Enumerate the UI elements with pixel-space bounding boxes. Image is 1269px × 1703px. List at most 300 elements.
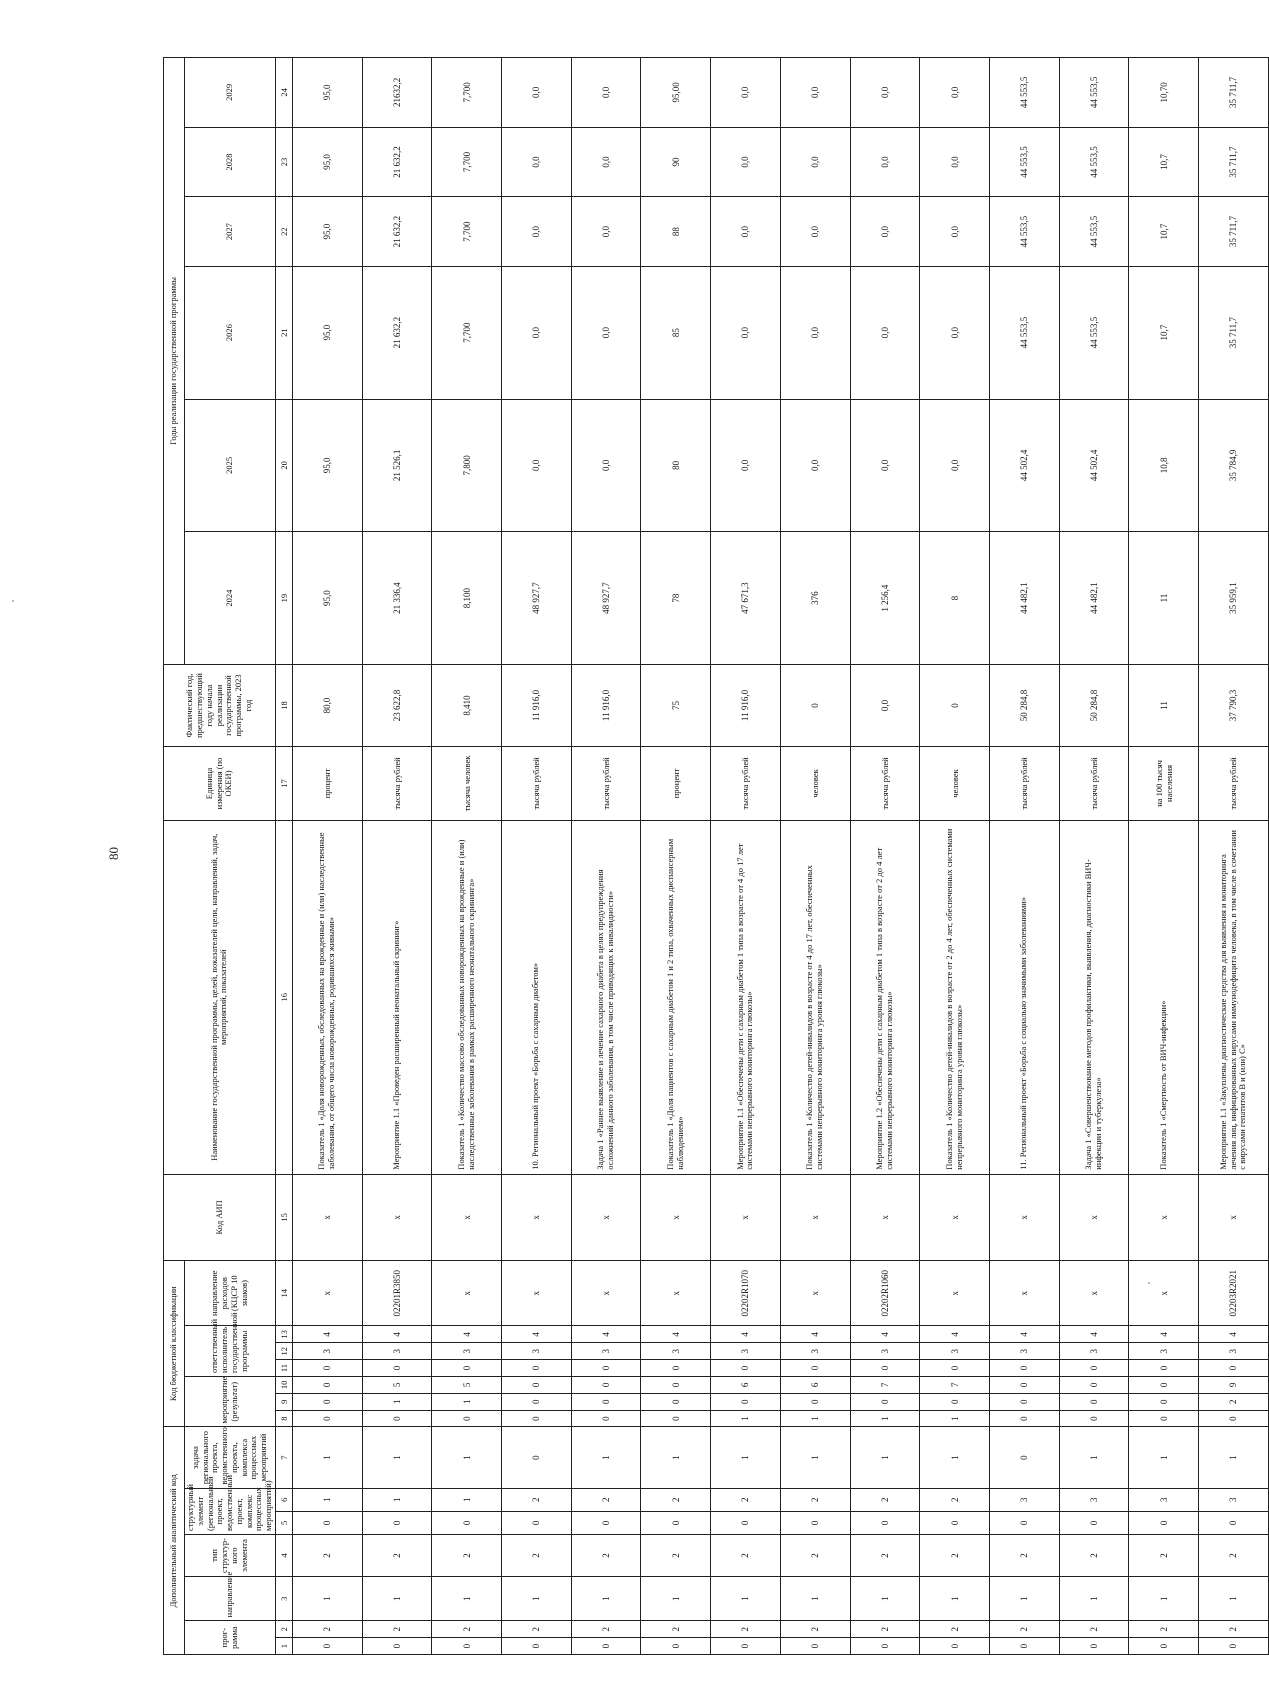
- task-code: 1: [1059, 1427, 1129, 1488]
- header-expense: направление расходов (КЦСР 10 знаков): [185, 1261, 276, 1326]
- value-2025: 0,0: [850, 399, 920, 532]
- column-number: 23: [275, 127, 292, 197]
- value-2027: 10,7: [1129, 197, 1199, 267]
- task-code: 1: [711, 1427, 781, 1488]
- column-number: 16: [275, 820, 292, 1174]
- column-number-row: [275, 58, 292, 1655]
- value-2025: 0,0: [571, 399, 641, 532]
- task-code: 1: [850, 1427, 920, 1488]
- program-digit: 0: [432, 1638, 502, 1655]
- value-2027: 21 632,2: [362, 197, 432, 267]
- column-number: 18: [275, 664, 292, 746]
- row-unit: тысяча рублей: [989, 747, 1059, 821]
- program-digit: 0: [1199, 1638, 1269, 1655]
- value-2027: 35 711,7: [1199, 197, 1269, 267]
- executor-digit: 3: [711, 1343, 781, 1360]
- event-digit: 0: [1129, 1376, 1199, 1393]
- table-row: [850, 58, 920, 1655]
- value-2026: 95,0: [292, 266, 362, 399]
- row-unit: тысяча рублей: [502, 747, 572, 821]
- element-digit: 3: [1059, 1488, 1129, 1511]
- direction-code: 1: [362, 1577, 432, 1621]
- value-2024: 376: [780, 532, 850, 665]
- executor-digit: 0: [711, 1360, 781, 1377]
- executor-digit: 4: [1129, 1326, 1199, 1343]
- expense-code: x: [571, 1261, 641, 1326]
- executor-digit: 4: [1059, 1326, 1129, 1343]
- value-2028: 95,0: [292, 127, 362, 197]
- value-2024: 44 482,1: [989, 532, 1059, 665]
- event-digit: 0: [641, 1410, 711, 1427]
- column-number: 2: [275, 1621, 292, 1638]
- program-digit: 2: [432, 1621, 502, 1638]
- element-digit: 0: [1199, 1511, 1269, 1534]
- table-row: [920, 58, 990, 1655]
- executor-digit: 4: [850, 1326, 920, 1343]
- value-2025: 0,0: [711, 399, 781, 532]
- element-digit: 2: [502, 1488, 572, 1511]
- value-2025: 7,800: [432, 399, 502, 532]
- executor-digit: 0: [502, 1360, 572, 1377]
- base-year-value: 11 916,0: [711, 664, 781, 746]
- header-unit: Единица измерения (по ОКЕИ): [164, 747, 276, 821]
- value-2026: 0,0: [502, 266, 572, 399]
- event-digit: 6: [780, 1376, 850, 1393]
- row-unit: на 100 тысяч населения: [1129, 747, 1199, 821]
- event-digit: 5: [362, 1376, 432, 1393]
- executor-digit: 0: [432, 1360, 502, 1377]
- row-name: Задача 1 «Раннее выявление и лечение сахарного диабета в целях предупреждения осложнений данного заболевания, в том числе приводящих к инвалидности»: [571, 820, 641, 1174]
- row-name: Показатель 1 «Смертность от ВИЧ-инфекции»: [1129, 820, 1199, 1174]
- row-name: Мероприятие 1.1 «Обеспечены дети с сахарным диабетом 1 типа в возрасте от 4 до 17 лет системами непрерывного мониторинга глюкозы»: [711, 820, 781, 1174]
- element-digit: 2: [780, 1488, 850, 1511]
- executor-digit: 3: [432, 1343, 502, 1360]
- program-digit: 0: [1129, 1638, 1199, 1655]
- value-2029: 95,00: [641, 58, 711, 128]
- program-digit: 0: [920, 1638, 990, 1655]
- header-budget-code: Код бюджетной классификации: [164, 1261, 185, 1427]
- aip-code: x: [641, 1174, 711, 1260]
- event-digit: 0: [571, 1410, 641, 1427]
- value-2027: 0,0: [780, 197, 850, 267]
- header-year-2028: 2028: [185, 127, 276, 197]
- event-digit: 0: [1129, 1410, 1199, 1427]
- value-2025: 95,0: [292, 399, 362, 532]
- program-digit: 2: [1129, 1621, 1199, 1638]
- event-digit: 0: [571, 1376, 641, 1393]
- column-number: 1: [275, 1638, 292, 1655]
- aip-code: x: [1059, 1174, 1129, 1260]
- value-2024: 1 256,4: [850, 532, 920, 665]
- value-2029: 21632,2: [362, 58, 432, 128]
- value-2026: 0,0: [850, 266, 920, 399]
- value-2028: 44 553,5: [989, 127, 1059, 197]
- table-row: [432, 58, 502, 1655]
- task-code: 1: [780, 1427, 850, 1488]
- direction-code: 1: [780, 1577, 850, 1621]
- value-2029: 7,700: [432, 58, 502, 128]
- expense-code: x: [641, 1261, 711, 1326]
- value-2024: 35 959,1: [1199, 532, 1269, 665]
- event-digit: 0: [292, 1376, 362, 1393]
- value-2028: 0,0: [850, 127, 920, 197]
- value-2029: 35 711,7: [1199, 58, 1269, 128]
- base-year-value: 0,0: [850, 664, 920, 746]
- event-digit: 0: [502, 1393, 572, 1410]
- expense-code: 02202R1060: [850, 1261, 920, 1326]
- event-digit: 0: [711, 1393, 781, 1410]
- column-number: 11: [275, 1360, 292, 1377]
- header-structural-element: структурный элемент (региональный проект, ведомственный проект, комплекс процессных мероприятий): [185, 1488, 276, 1534]
- element-digit: 0: [362, 1511, 432, 1534]
- table-row: [502, 58, 572, 1655]
- element-type-code: 2: [780, 1534, 850, 1576]
- element-type-code: 2: [502, 1534, 572, 1576]
- expense-code: 02202R1070: [711, 1261, 781, 1326]
- page-number: 80: [106, 847, 121, 860]
- value-2026: 0,0: [780, 266, 850, 399]
- executor-digit: 4: [780, 1326, 850, 1343]
- event-digit: 0: [292, 1393, 362, 1410]
- executor-digit: 0: [1129, 1360, 1199, 1377]
- value-2029: 10,70: [1129, 58, 1199, 128]
- row-unit: тысяча человек: [432, 747, 502, 821]
- column-number: 24: [275, 58, 292, 128]
- executor-digit: 4: [362, 1326, 432, 1343]
- element-digit: 1: [362, 1488, 432, 1511]
- executor-digit: 4: [502, 1326, 572, 1343]
- value-2025: 21 526,1: [362, 399, 432, 532]
- row-unit: человек: [920, 747, 990, 821]
- element-digit: 0: [920, 1511, 990, 1534]
- element-digit: 2: [920, 1488, 990, 1511]
- program-digit: 0: [292, 1638, 362, 1655]
- event-digit: 0: [850, 1393, 920, 1410]
- row-unit: человек: [780, 747, 850, 821]
- element-digit: 0: [432, 1511, 502, 1534]
- element-digit: 0: [989, 1511, 1059, 1534]
- executor-digit: 0: [920, 1360, 990, 1377]
- header-year-2027: 2027: [185, 197, 276, 267]
- element-digit: 0: [1059, 1511, 1129, 1534]
- element-type-code: 2: [1129, 1534, 1199, 1576]
- task-code: 1: [641, 1427, 711, 1488]
- table-row: [292, 58, 362, 1655]
- element-digit: 1: [432, 1488, 502, 1511]
- executor-digit: 0: [571, 1360, 641, 1377]
- element-type-code: 2: [571, 1534, 641, 1576]
- header-base-year: Фактический год, предшествующий году начала реализации государственной программы, 2023 год: [164, 664, 276, 746]
- table-row: [711, 58, 781, 1655]
- value-2027: 0,0: [850, 197, 920, 267]
- executor-digit: 0: [292, 1360, 362, 1377]
- element-digit: 3: [1199, 1488, 1269, 1511]
- row-name: Показатель 1 «Доля новорожденных, обследованных на врожденные и (или) наследственные заболевания, от общего числа новорожденных, родившихся живыми»: [292, 820, 362, 1174]
- column-number: 15: [275, 1174, 292, 1260]
- event-digit: 0: [989, 1393, 1059, 1410]
- event-digit: 1: [780, 1410, 850, 1427]
- base-year-value: 23 622,8: [362, 664, 432, 746]
- value-2024: 48 927,7: [502, 532, 572, 665]
- column-number: 14: [275, 1261, 292, 1326]
- aip-code: x: [920, 1174, 990, 1260]
- base-year-value: 11: [1129, 664, 1199, 746]
- element-type-code: 2: [850, 1534, 920, 1576]
- value-2026: 85: [641, 266, 711, 399]
- element-type-code: 2: [362, 1534, 432, 1576]
- row-name: Мероприятие 1.1 «Проведен расширенный неонатальный скрининг»: [362, 820, 432, 1174]
- direction-code: 1: [292, 1577, 362, 1621]
- direction-code: 1: [989, 1577, 1059, 1621]
- event-digit: 0: [989, 1410, 1059, 1427]
- value-2028: 0,0: [780, 127, 850, 197]
- column-number: 5: [275, 1511, 292, 1534]
- column-number: 19: [275, 532, 292, 665]
- event-digit: 0: [780, 1393, 850, 1410]
- row-unit: тысяча рублей: [1199, 747, 1269, 821]
- event-digit: 1: [711, 1410, 781, 1427]
- program-digit: 2: [780, 1621, 850, 1638]
- executor-digit: 0: [362, 1360, 432, 1377]
- value-2028: 0,0: [920, 127, 990, 197]
- value-2029: 0,0: [571, 58, 641, 128]
- expense-code: x: [1059, 1261, 1129, 1326]
- base-year-value: 11 916,0: [571, 664, 641, 746]
- program-digit: 2: [1199, 1621, 1269, 1638]
- executor-digit: 3: [989, 1343, 1059, 1360]
- element-type-code: 2: [1199, 1534, 1269, 1576]
- value-2027: 44 553,5: [1059, 197, 1129, 267]
- value-2025: 0,0: [920, 399, 990, 532]
- column-number: 9: [275, 1393, 292, 1410]
- value-2027: 0,0: [502, 197, 572, 267]
- task-code: 1: [432, 1427, 502, 1488]
- element-type-code: 2: [920, 1534, 990, 1576]
- value-2028: 35 711,7: [1199, 127, 1269, 197]
- executor-digit: 3: [502, 1343, 572, 1360]
- row-unit: тысяча рублей: [850, 747, 920, 821]
- header-year-2029: 2029: [185, 58, 276, 128]
- scan-mark: [12, 600, 14, 602]
- task-code: 0: [502, 1427, 572, 1488]
- executor-digit: 4: [292, 1326, 362, 1343]
- event-digit: 1: [850, 1410, 920, 1427]
- value-2024: 95,0: [292, 532, 362, 665]
- program-digit: 2: [920, 1621, 990, 1638]
- event-digit: 0: [1059, 1376, 1129, 1393]
- element-digit: 0: [1129, 1511, 1199, 1534]
- task-code: 1: [920, 1427, 990, 1488]
- value-2025: 0,0: [780, 399, 850, 532]
- executor-digit: 3: [1129, 1343, 1199, 1360]
- row-name: Показатель 1 «Доля пациентов с сахарным диабетом 1 и 2 типа, охваченных диспансерным наблюдением»: [641, 820, 711, 1174]
- value-2026: 44 553,5: [1059, 266, 1129, 399]
- header-years-group: Годы реализации государственной программы: [164, 58, 185, 665]
- task-code: 1: [362, 1427, 432, 1488]
- executor-digit: 0: [850, 1360, 920, 1377]
- column-number: 3: [275, 1577, 292, 1621]
- value-2028: 0,0: [711, 127, 781, 197]
- value-2028: 10,7: [1129, 127, 1199, 197]
- value-2028: 0,0: [571, 127, 641, 197]
- row-name: Показатель 1 «Количество детей-инвалидов в возрасте от 2 до 4 лет, обеспеченных системами непрерывного мониторинга уровня глюкозы»: [920, 820, 990, 1174]
- value-2026: 44 553,5: [989, 266, 1059, 399]
- expense-code: x: [1129, 1261, 1199, 1326]
- task-code: 1: [1199, 1427, 1269, 1488]
- executor-digit: 4: [920, 1326, 990, 1343]
- element-digit: 2: [850, 1488, 920, 1511]
- element-type-code: 2: [711, 1534, 781, 1576]
- column-number: 21: [275, 266, 292, 399]
- row-unit: тысяча рублей: [711, 747, 781, 821]
- element-digit: 0: [502, 1511, 572, 1534]
- column-number: 4: [275, 1534, 292, 1576]
- task-code: 1: [292, 1427, 362, 1488]
- executor-digit: 4: [432, 1326, 502, 1343]
- row-unit: процент: [641, 747, 711, 821]
- aip-code: x: [989, 1174, 1059, 1260]
- executor-digit: 0: [780, 1360, 850, 1377]
- header-program: прог-рамма: [185, 1621, 276, 1655]
- expense-code: x: [920, 1261, 990, 1326]
- executor-digit: 4: [1199, 1326, 1269, 1343]
- value-2026: 0,0: [571, 266, 641, 399]
- header-analytic-code: Дополнительный аналитический код: [164, 1427, 185, 1655]
- base-year-value: 0: [920, 664, 990, 746]
- event-digit: 0: [1059, 1393, 1129, 1410]
- event-digit: 0: [641, 1376, 711, 1393]
- base-year-value: 11 916,0: [502, 664, 572, 746]
- value-2029: 95,0: [292, 58, 362, 128]
- executor-digit: 3: [850, 1343, 920, 1360]
- element-digit: 2: [641, 1488, 711, 1511]
- executor-digit: 3: [571, 1343, 641, 1360]
- value-2029: 0,0: [920, 58, 990, 128]
- program-digit: 0: [989, 1638, 1059, 1655]
- header-aip-code: Код АИП: [164, 1174, 276, 1260]
- value-2027: 95,0: [292, 197, 362, 267]
- expense-code: 02203R2021: [1199, 1261, 1269, 1326]
- row-name: 10. Региональный проект «Борьба с сахарным диабетом»: [502, 820, 572, 1174]
- header-executor: ответственный исполнитель государственной программы: [185, 1326, 276, 1377]
- executor-digit: 3: [1199, 1343, 1269, 1360]
- expense-code: 02201R3850: [362, 1261, 432, 1326]
- value-2025: 10,8: [1129, 399, 1199, 532]
- value-2028: 44 553,5: [1059, 127, 1129, 197]
- program-digit: 2: [571, 1621, 641, 1638]
- value-2025: 44 502,4: [989, 399, 1059, 532]
- value-2028: 21 632,2: [362, 127, 432, 197]
- header-direction: направление: [185, 1577, 276, 1621]
- base-year-value: 50 284,8: [1059, 664, 1129, 746]
- element-type-code: 2: [641, 1534, 711, 1576]
- column-number: 17: [275, 747, 292, 821]
- header-year-2024: 2024: [185, 532, 276, 665]
- executor-digit: 3: [292, 1343, 362, 1360]
- value-2026: 10,7: [1129, 266, 1199, 399]
- program-digit: 2: [362, 1621, 432, 1638]
- row-name: 11. Региональный проект «Борьба с социально значимыми заболеваниями»: [989, 820, 1059, 1174]
- direction-code: 1: [571, 1577, 641, 1621]
- value-2026: 7,700: [432, 266, 502, 399]
- aip-code: x: [850, 1174, 920, 1260]
- header-name: Наименование государственной программы, целей, показателей цели, направлений, задач, мероприятий, показателей: [164, 820, 276, 1174]
- element-type-code: 2: [292, 1534, 362, 1576]
- executor-digit: 3: [362, 1343, 432, 1360]
- row-unit: тысяча рублей: [362, 747, 432, 821]
- row-unit: тысяча рублей: [571, 747, 641, 821]
- expense-code: x: [432, 1261, 502, 1326]
- value-2027: 88: [641, 197, 711, 267]
- value-2024: 8: [920, 532, 990, 665]
- table-row: [641, 58, 711, 1655]
- program-digit: 2: [502, 1621, 572, 1638]
- executor-digit: 0: [1059, 1360, 1129, 1377]
- event-digit: 9: [1199, 1376, 1269, 1393]
- aip-code: x: [362, 1174, 432, 1260]
- value-2027: 7,700: [432, 197, 502, 267]
- event-digit: 7: [920, 1376, 990, 1393]
- element-digit: 0: [292, 1511, 362, 1534]
- row-unit: процент: [292, 747, 362, 821]
- aip-code: x: [711, 1174, 781, 1260]
- row-name: Мероприятие 1.1 «Закуплены диагностические средства для выявления и мониторинга лечения лиц, инфицированных вирусами иммунодефицита человека, в том числе в сочетании с вирусами гепатитов В и (или) С»: [1199, 820, 1269, 1174]
- event-digit: 0: [920, 1393, 990, 1410]
- aip-code: x: [502, 1174, 572, 1260]
- value-2026: 0,0: [920, 266, 990, 399]
- direction-code: 1: [432, 1577, 502, 1621]
- table-row: [1199, 58, 1269, 1655]
- column-number: 7: [275, 1427, 292, 1488]
- row-name: Показатель 1 «Количество массово обследованных новорожденных на врожденные и (или) наследственные заболевания в рамках расширенного неонатального скрининга»: [432, 820, 502, 1174]
- value-2026: 0,0: [711, 266, 781, 399]
- element-digit: 3: [1129, 1488, 1199, 1511]
- event-digit: 0: [1129, 1393, 1199, 1410]
- header-element-type: тип структур-ного элемента: [185, 1534, 276, 1576]
- value-2029: 0,0: [780, 58, 850, 128]
- value-2025: 0,0: [502, 399, 572, 532]
- program-digit: 0: [502, 1638, 572, 1655]
- program-digit: 0: [1059, 1638, 1129, 1655]
- base-year-value: 37 790,3: [1199, 664, 1269, 746]
- element-digit: 0: [711, 1511, 781, 1534]
- row-name: Показатель 1 «Количество детей-инвалидов в возрасте от 4 до 17 лет, обеспеченных системами непрерывного мониторинга уровня глюкозы»: [780, 820, 850, 1174]
- value-2028: 90: [641, 127, 711, 197]
- element-digit: 2: [711, 1488, 781, 1511]
- event-digit: 5: [432, 1376, 502, 1393]
- value-2029: 0,0: [850, 58, 920, 128]
- expense-code: x: [780, 1261, 850, 1326]
- element-digit: 0: [571, 1511, 641, 1534]
- value-2024: 21 336,4: [362, 532, 432, 665]
- value-2025: 80: [641, 399, 711, 532]
- element-digit: 0: [780, 1511, 850, 1534]
- event-digit: 0: [292, 1410, 362, 1427]
- column-number: 22: [275, 197, 292, 267]
- event-digit: 0: [432, 1410, 502, 1427]
- table-row: [1059, 58, 1129, 1655]
- program-digit: 2: [711, 1621, 781, 1638]
- executor-digit: 0: [989, 1360, 1059, 1377]
- program-digit: 2: [989, 1621, 1059, 1638]
- value-2025: 44 502,4: [1059, 399, 1129, 532]
- event-digit: 0: [502, 1410, 572, 1427]
- base-year-value: 50 284,8: [989, 664, 1059, 746]
- value-2027: 44 553,5: [989, 197, 1059, 267]
- aip-code: x: [1199, 1174, 1269, 1260]
- program-digit: 2: [1059, 1621, 1129, 1638]
- row-name: Задача 1 «Совершенствование методов профилактики, выявления, диагностики ВИЧ-инфекции и туберкулеза»: [1059, 820, 1129, 1174]
